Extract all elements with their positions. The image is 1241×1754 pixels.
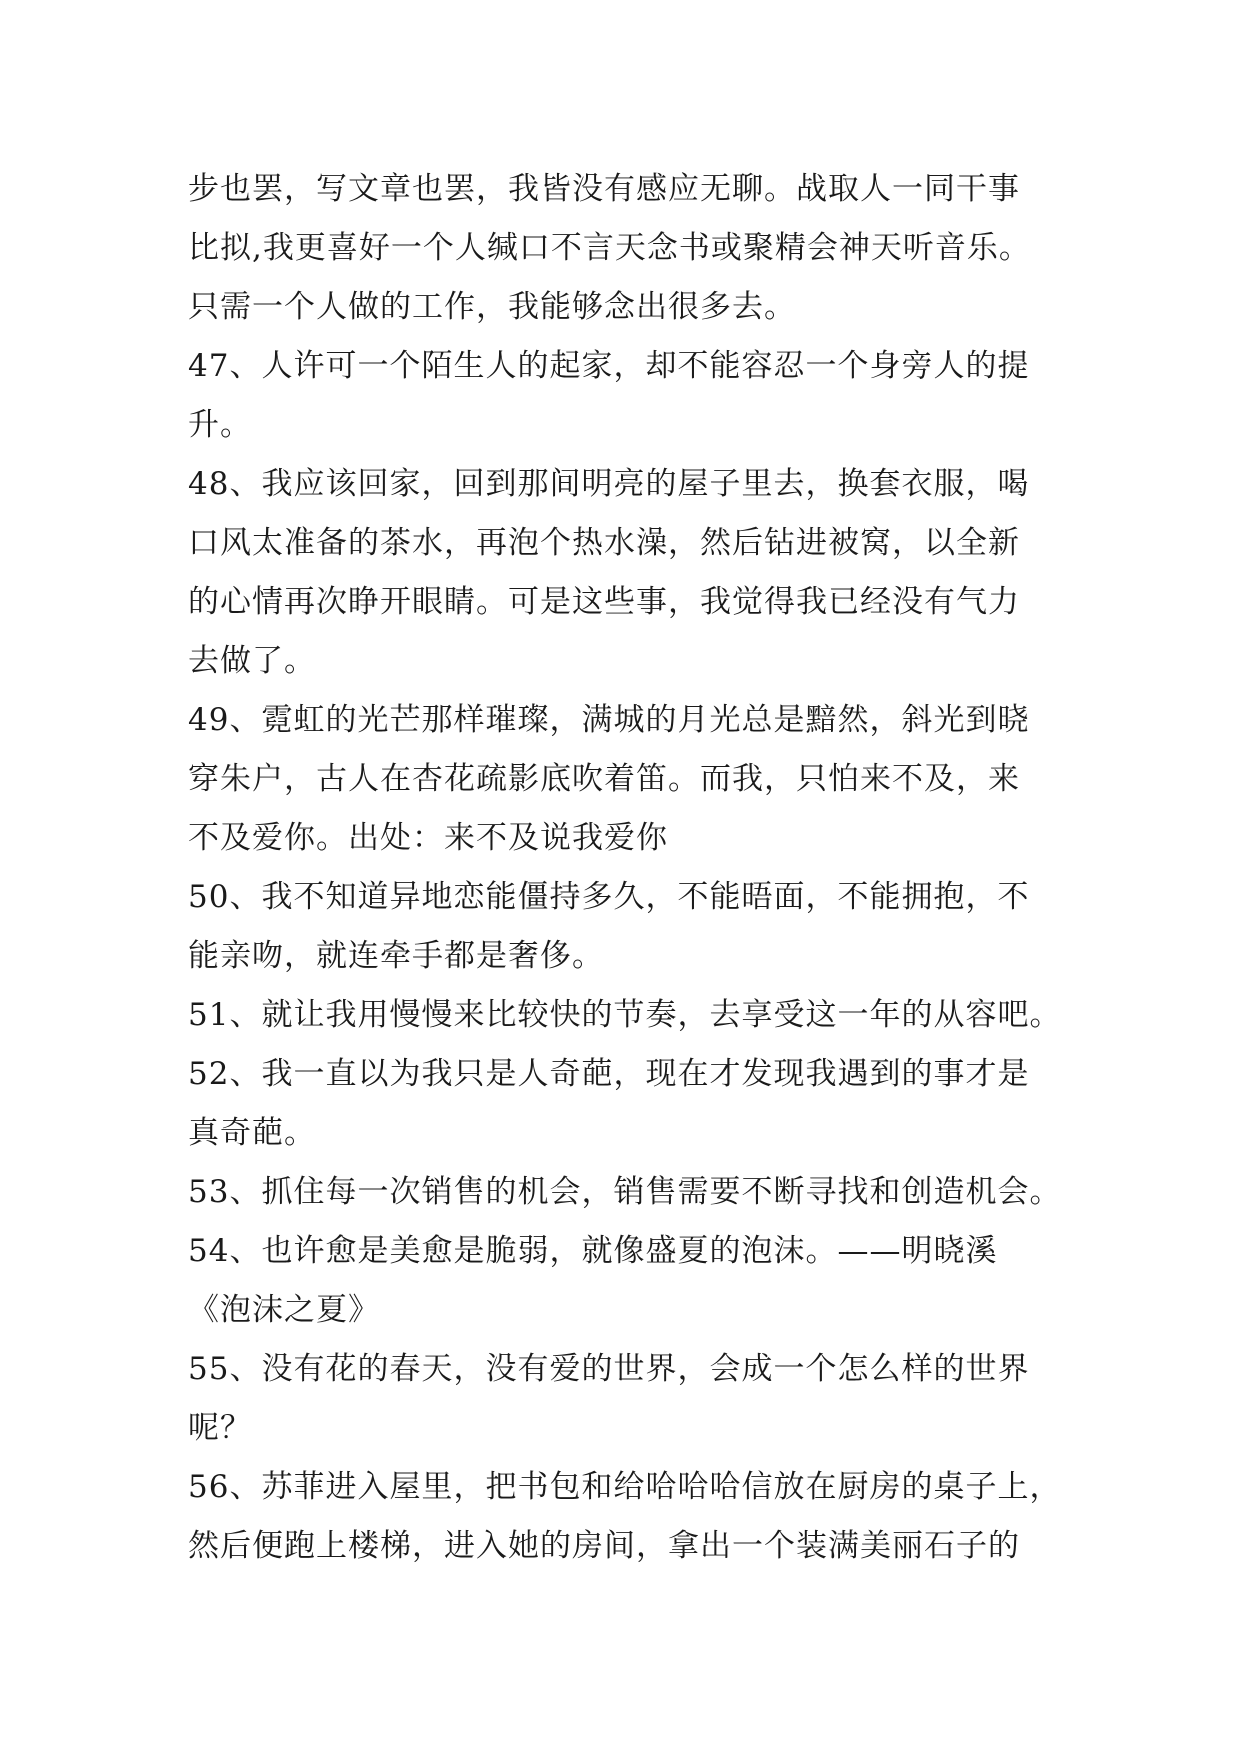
text-line: 55、没有花的春天，没有爱的世界，会成一个怎么样的世界 bbox=[188, 1351, 1030, 1387]
text-line: 呢？ bbox=[188, 1410, 252, 1446]
text-line: 去做了。 bbox=[188, 643, 316, 679]
text-line: 47、人许可一个陌生人的起家，却不能容忍一个身旁人的提 bbox=[188, 348, 1030, 384]
text-line: 口风太准备的茶水，再泡个热水澡，然后钻进被窝，以全新 bbox=[188, 525, 1020, 561]
text-line: 56、苏菲进入屋里，把书包和给哈哈哈信放在厨房的桌子上， bbox=[188, 1469, 1062, 1505]
text-line: 然后便跑上楼梯，进入她的房间，拿出一个装满美丽石子的 bbox=[188, 1528, 1020, 1564]
text-line: 《泡沫之夏》 bbox=[188, 1292, 380, 1328]
text-line: 穿朱户，古人在杏花疏影底吹着笛。而我，只怕来不及，来 bbox=[188, 761, 1020, 797]
text-line: 真奇葩。 bbox=[188, 1115, 316, 1151]
text-line: 能亲吻，就连牵手都是奢侈。 bbox=[188, 938, 604, 974]
text-line: 49、霓虹的光芒那样璀璨，满城的月光总是黯然，斜光到晓 bbox=[188, 702, 1030, 738]
document-body bbox=[188, 160, 1068, 1576]
text-line: 54、也许愈是美愈是脆弱，就像盛夏的泡沫。——明晓溪 bbox=[188, 1233, 998, 1269]
text-line: 比拟,我更喜好一个人缄口不言天念书或聚精会神天听音乐。 bbox=[188, 230, 1031, 266]
text-line: 52、我一直以为我只是人奇葩，现在才发现我遇到的事才是 bbox=[188, 1056, 1030, 1092]
text-line: 只需一个人做的工作，我能够念出很多去。 bbox=[188, 289, 796, 325]
text-line: 48、我应该回家，回到那间明亮的屋子里去，换套衣服，喝 bbox=[188, 466, 1030, 502]
text-line: 步也罢，写文章也罢，我皆没有感应无聊。战取人一同干事 bbox=[188, 171, 1020, 207]
text-line: 51、就让我用慢慢来比较快的节奏，去享受这一年的从容吧。 bbox=[188, 997, 1062, 1033]
text-line: 53、抓住每一次销售的机会，销售需要不断寻找和创造机会。 bbox=[188, 1174, 1062, 1210]
text-line: 不及爱你。出处：来不及说我爱你 bbox=[188, 820, 668, 856]
text-line: 的心情再次睁开眼睛。可是这些事，我觉得我已经没有气力 bbox=[188, 584, 1020, 620]
text-line: 升。 bbox=[188, 407, 252, 443]
text-line: 50、我不知道异地恋能僵持多久，不能晤面，不能拥抱，不 bbox=[188, 879, 1030, 915]
